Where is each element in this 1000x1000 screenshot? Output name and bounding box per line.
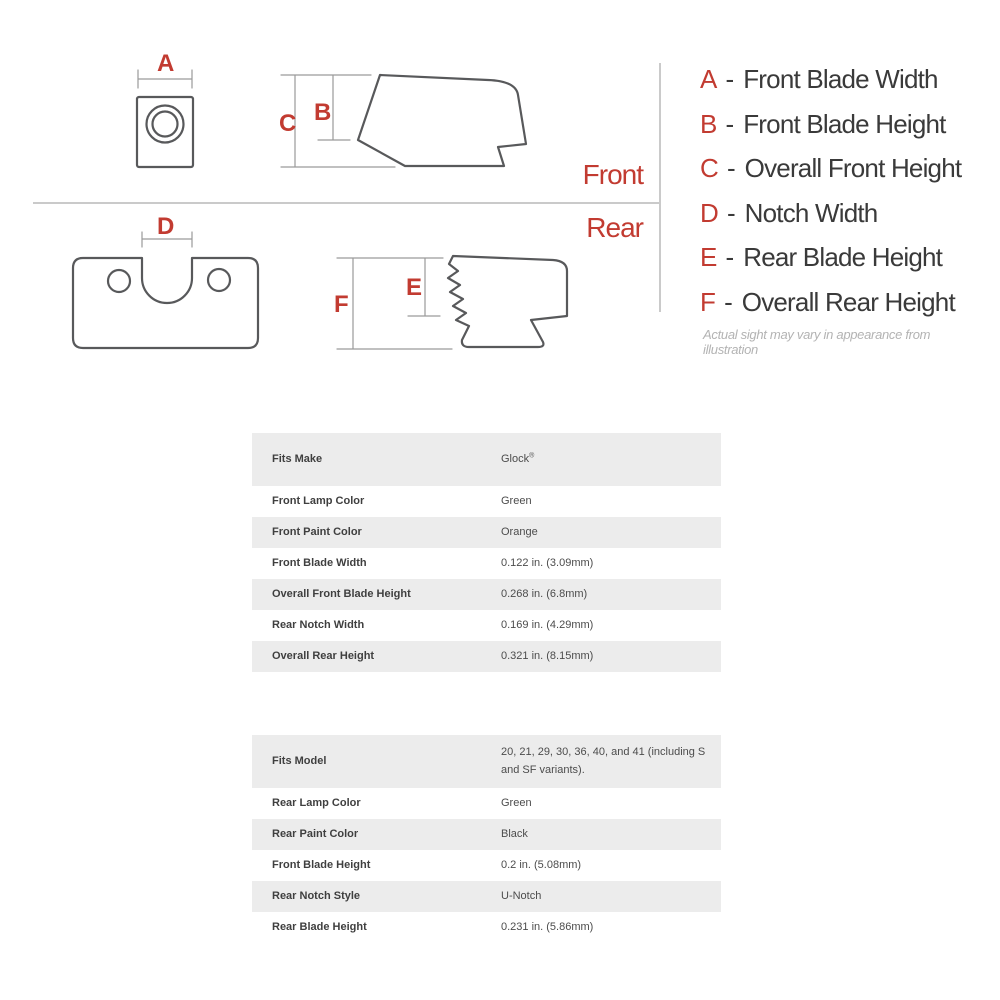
spec-label: Rear Paint Color <box>272 827 359 840</box>
illustration-disclaimer: Actual sight may vary in appearance from illustration <box>703 327 931 357</box>
legend-label: Notch Width <box>744 197 878 228</box>
legend-item <box>700 235 980 280</box>
legend-letter: C <box>700 153 718 184</box>
table-row <box>252 850 721 881</box>
spec-value: Orange <box>501 525 538 538</box>
spec-label: Rear Blade Height <box>272 920 367 933</box>
table-row <box>252 486 721 517</box>
spec-label: Front Blade Width <box>272 556 367 569</box>
spec-value: 0.169 in. (4.29mm) <box>501 618 594 631</box>
spec-value: Green <box>501 796 532 809</box>
dimension-legend <box>700 57 980 324</box>
front-sight-side-view-outline <box>358 75 526 166</box>
spec-table-secondary <box>252 735 721 943</box>
spec-value: 0.231 in. (5.86mm) <box>501 920 594 933</box>
spec-label: Overall Rear Height <box>272 649 375 662</box>
legend-letter: F <box>700 286 716 317</box>
dim-letter-c: C <box>279 110 296 137</box>
legend-letter: B <box>700 108 717 139</box>
legend-letter: E <box>700 242 717 273</box>
legend-dash: - <box>726 197 736 228</box>
spec-value: 20, 21, 29, 30, 36, 40, and 41 (including S and SF variants). <box>501 746 706 776</box>
legend-dash: - <box>725 64 735 95</box>
spec-label: Rear Lamp Color <box>272 796 361 809</box>
table-row <box>252 788 721 819</box>
spec-label: Fits Model <box>272 754 327 767</box>
table-row <box>252 735 721 788</box>
dim-letter-a: A <box>157 50 174 77</box>
table-row <box>252 517 721 548</box>
rear-view-label: Rear <box>586 212 643 243</box>
legend-item <box>700 146 980 191</box>
spec-value: 0.122 in. (3.09mm) <box>501 556 594 569</box>
legend-dash: - <box>725 242 735 273</box>
table-row <box>252 579 721 610</box>
legend-label: Rear Blade Height <box>743 242 943 273</box>
legend-label: Front Blade Height <box>743 108 946 139</box>
table-row <box>252 912 721 943</box>
dim-f-e-lines <box>337 258 452 349</box>
dim-letter-e: E <box>406 274 422 301</box>
spec-label: Front Blade Height <box>272 858 371 871</box>
legend-label: Overall Front Height <box>744 153 962 184</box>
spec-value: 0.2 in. (5.08mm) <box>501 858 582 871</box>
spec-label: Rear Notch Style <box>272 889 361 902</box>
legend-dash: - <box>725 108 735 139</box>
dim-letter-f: F <box>334 291 349 318</box>
front-sight-rear-view-body <box>137 97 193 167</box>
rear-sight-rear-view-body <box>73 258 258 348</box>
legend-letter: A <box>700 64 717 95</box>
table-row <box>252 610 721 641</box>
spec-label: Front Lamp Color <box>272 494 365 507</box>
registered-trademark-mark: ® <box>529 452 535 460</box>
legend-label: Front Blade Width <box>743 64 938 95</box>
front-view-label: Front <box>582 159 643 190</box>
spec-value <box>501 451 721 468</box>
dim-letter-d: D <box>157 213 174 240</box>
legend-item <box>700 57 980 102</box>
spec-value: Green <box>501 494 532 507</box>
table-row <box>252 881 721 912</box>
table-row <box>252 819 721 850</box>
table-row <box>252 641 721 672</box>
spec-value-text: Glock <box>501 452 530 465</box>
spec-value: 0.268 in. (6.8mm) <box>501 587 588 600</box>
legend-dash: - <box>726 153 736 184</box>
spec-table-primary <box>252 433 721 672</box>
spec-value: U-Notch <box>501 889 542 902</box>
spec-label: Fits Make <box>272 452 323 465</box>
table-row <box>252 433 721 486</box>
legend-item <box>700 191 980 236</box>
legend-item <box>700 102 980 147</box>
rear-sight-side-view-outline <box>448 256 567 347</box>
spec-label: Rear Notch Width <box>272 618 365 631</box>
spec-label: Front Paint Color <box>272 525 362 538</box>
legend-item <box>700 280 980 325</box>
legend-letter: D <box>700 197 718 228</box>
spec-value: Black <box>501 827 528 840</box>
legend-label: Overall Rear Height <box>741 286 955 317</box>
spec-label: Overall Front Blade Height <box>272 587 411 600</box>
spec-value: 0.321 in. (8.15mm) <box>501 649 594 662</box>
dim-letter-b: B <box>314 99 331 126</box>
table-row <box>252 548 721 579</box>
legend-dash: - <box>724 286 733 317</box>
